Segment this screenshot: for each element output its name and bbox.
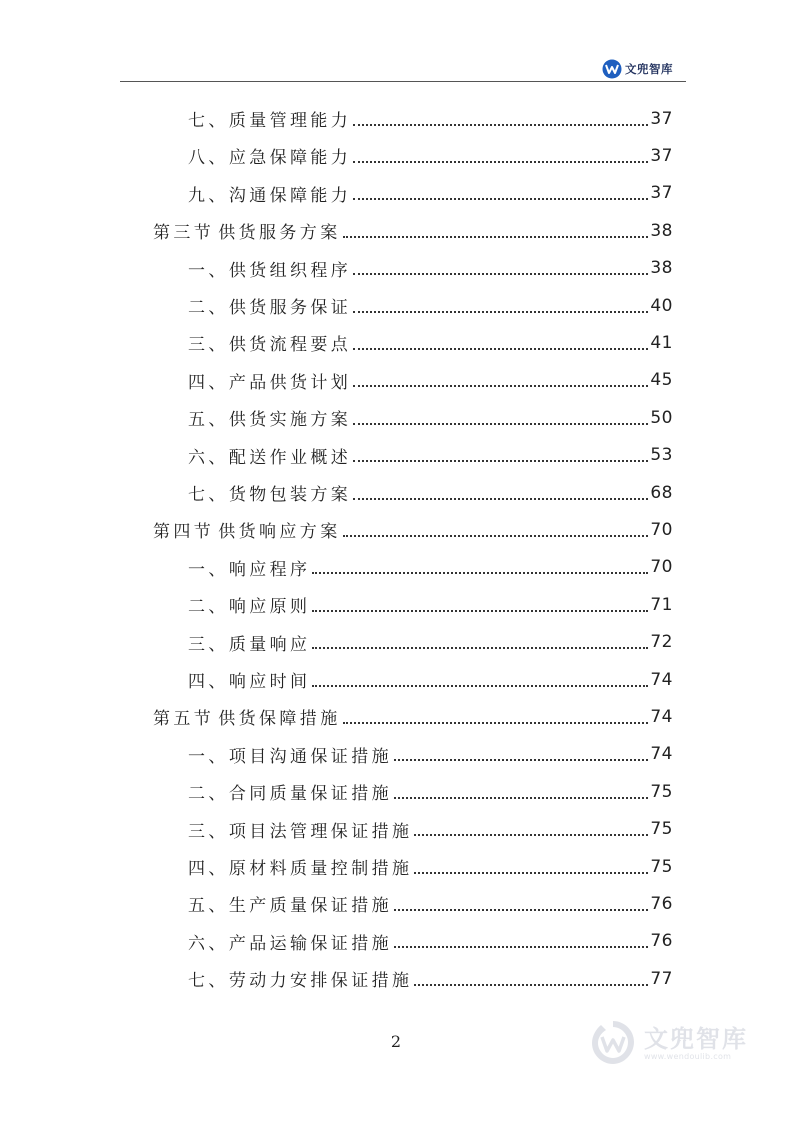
- toc-entry-title: 响应时间: [228, 672, 311, 692]
- toc-entry-page: 45: [650, 370, 673, 391]
- toc-dot-leader: [353, 273, 648, 275]
- toc-entry-number: 一、: [188, 746, 229, 767]
- toc-entry-number: 二、: [188, 298, 229, 318]
- toc-entry-number: 七、: [188, 485, 229, 505]
- toc-entry-page: 37: [650, 145, 673, 166]
- watermark-url: www.wendoulib.com: [644, 1051, 732, 1061]
- toc-entry-number: 第五节: [153, 709, 215, 730]
- toc-entry[interactable]: [188, 137, 673, 174]
- toc-entry-title: 产品供货计划: [228, 372, 352, 393]
- toc-entry-page: 50: [650, 407, 673, 428]
- toc-entry-page: 68: [650, 482, 673, 503]
- toc-entry-number: 二、: [188, 784, 229, 805]
- toc-entry-page: 76: [650, 931, 673, 952]
- toc-entry[interactable]: [188, 586, 673, 623]
- toc-entry-number: 六、: [188, 933, 229, 954]
- toc-entry-number: 三、: [188, 634, 229, 655]
- toc-entry-title: 响应原则: [228, 597, 311, 618]
- toc-entry-title: 供货服务方案: [218, 223, 341, 244]
- toc-entry[interactable]: [188, 848, 673, 885]
- toc-entry-number: 二、: [188, 597, 229, 618]
- toc-dot-leader: [312, 685, 648, 687]
- toc-entry-page: 38: [650, 220, 673, 241]
- toc-entry[interactable]: [153, 511, 673, 548]
- toc-dot-leader: [353, 423, 648, 425]
- toc-dot-leader: [353, 124, 648, 126]
- toc-entry-title: 供货服务保证: [228, 298, 352, 318]
- toc-entry[interactable]: [188, 474, 673, 511]
- toc-entry[interactable]: [188, 437, 673, 474]
- toc-entry-title: 产品运输保证措施: [228, 933, 393, 954]
- toc-entry-title: 项目法管理保证措施: [228, 821, 413, 842]
- toc-entry-page: 75: [650, 819, 673, 840]
- toc-entry-page: 70: [650, 519, 673, 540]
- toc-dot-leader: [353, 348, 648, 350]
- toc-entry-page: 37: [650, 108, 673, 129]
- toc-entry-page: 75: [650, 781, 673, 802]
- toc-entry-page: 40: [650, 295, 673, 316]
- toc-entry[interactable]: [188, 661, 673, 698]
- toc-entry-title: 响应程序: [228, 559, 311, 580]
- toc-entry-number: 三、: [188, 821, 229, 842]
- toc-entry-page: 53: [650, 445, 673, 466]
- toc-dot-leader: [343, 535, 649, 537]
- toc-entry-number: 一、: [188, 559, 229, 580]
- toc-dot-leader: [394, 759, 648, 761]
- toc-entry[interactable]: [188, 549, 673, 586]
- toc-dot-leader: [394, 909, 648, 911]
- toc-dot-leader: [312, 610, 648, 612]
- toc-entry-number: 七、: [188, 111, 229, 131]
- toc-dot-leader: [414, 984, 648, 986]
- toc-entry[interactable]: [188, 960, 673, 997]
- toc-entry-page: 75: [650, 856, 673, 877]
- toc-dot-leader: [394, 946, 648, 948]
- wendou-logo-icon: [602, 59, 622, 79]
- toc-entry-page: 70: [650, 557, 673, 578]
- toc-entry-number: 五、: [188, 896, 229, 917]
- page-number: 2: [390, 1032, 402, 1051]
- toc-entry-title: 应急保障能力: [228, 148, 352, 169]
- toc-entry[interactable]: [188, 736, 673, 773]
- toc-entry-number: 一、: [188, 260, 229, 281]
- header-divider: [120, 81, 686, 82]
- toc-entry[interactable]: [153, 212, 673, 249]
- watermark: [588, 1018, 748, 1068]
- toc-entry-title: 质量管理能力: [228, 111, 352, 131]
- toc-entry-title: 生产质量保证措施: [228, 896, 393, 917]
- toc-entry[interactable]: [188, 100, 673, 137]
- toc-entry-number: 八、: [188, 148, 229, 169]
- toc-entry-page: 71: [650, 594, 673, 615]
- toc-dot-leader: [353, 385, 648, 387]
- toc-entry-title: 供货响应方案: [218, 522, 341, 543]
- toc-entry-title: 供货流程要点: [228, 335, 352, 356]
- toc-entry-page: 74: [650, 706, 673, 727]
- toc-dot-leader: [353, 198, 648, 200]
- toc-dot-leader: [312, 572, 648, 574]
- toc-entry-page: 38: [650, 258, 673, 279]
- toc-entry-title: 配送作业概述: [228, 447, 352, 468]
- toc-entry-title: 供货组织程序: [228, 260, 352, 281]
- toc-entry[interactable]: [188, 287, 673, 324]
- toc-entry-title: 货物包装方案: [228, 485, 352, 505]
- header-logo: [602, 58, 673, 80]
- toc-entry-number: 三、: [188, 335, 229, 356]
- toc-entry-title: 沟通保障能力: [228, 185, 352, 206]
- toc-entry[interactable]: [188, 885, 673, 922]
- toc-entry-number: 第四节: [153, 522, 215, 543]
- toc-entry[interactable]: [188, 773, 673, 810]
- toc-entry[interactable]: [188, 362, 673, 399]
- toc-entry-title: 质量响应: [228, 634, 311, 655]
- toc-dot-leader: [394, 797, 648, 799]
- toc-dot-leader: [414, 834, 648, 836]
- watermark-title: 文兜智库: [644, 1024, 748, 1053]
- toc-dot-leader: [343, 236, 649, 238]
- toc-entry-page: 77: [650, 968, 673, 989]
- toc-entry-page: 74: [650, 744, 673, 765]
- toc-entry-title: 供货实施方案: [228, 410, 352, 431]
- toc-entry-number: 四、: [188, 859, 229, 879]
- toc-entry-title: 供货保障措施: [218, 709, 341, 730]
- toc-entry-page: 37: [650, 183, 673, 204]
- toc-entry-title: 合同质量保证措施: [228, 784, 393, 805]
- toc-entry-number: 七、: [188, 971, 229, 992]
- toc-entry[interactable]: [188, 923, 673, 960]
- toc-entry-page: 72: [650, 632, 673, 653]
- toc-entry[interactable]: [188, 175, 673, 212]
- toc-entry-page: 76: [650, 893, 673, 914]
- toc-entry-number: 第三节: [153, 223, 215, 244]
- toc-entry-page: 74: [650, 669, 673, 690]
- toc-entry[interactable]: [188, 624, 673, 661]
- toc-entry-title: 原材料质量控制措施: [228, 859, 413, 879]
- toc-entry-number: 六、: [188, 447, 229, 468]
- toc-entry[interactable]: [188, 250, 673, 287]
- logo-text: 文兜智库: [625, 62, 673, 76]
- toc-entry-page: 41: [650, 332, 673, 353]
- toc-entry[interactable]: [188, 811, 673, 848]
- toc-entry[interactable]: [188, 399, 673, 436]
- toc-dot-leader: [414, 872, 648, 874]
- toc-dot-leader: [353, 161, 648, 163]
- toc-entry-title: 劳动力安排保证措施: [228, 971, 413, 992]
- toc-entry[interactable]: [188, 324, 673, 361]
- toc-entry-number: 五、: [188, 410, 229, 431]
- toc-entry-title: 项目沟通保证措施: [228, 746, 393, 767]
- toc-entry-number: 四、: [188, 372, 229, 393]
- toc-dot-leader: [353, 498, 648, 500]
- toc-dot-leader: [343, 722, 649, 724]
- toc-entry[interactable]: [153, 698, 673, 735]
- toc-dot-leader: [353, 311, 648, 313]
- toc-dot-leader: [312, 647, 648, 649]
- wendou-watermark-icon: [588, 1018, 638, 1068]
- toc-dot-leader: [353, 460, 648, 462]
- toc-entry-number: 四、: [188, 672, 229, 692]
- toc-entry-number: 九、: [188, 185, 229, 206]
